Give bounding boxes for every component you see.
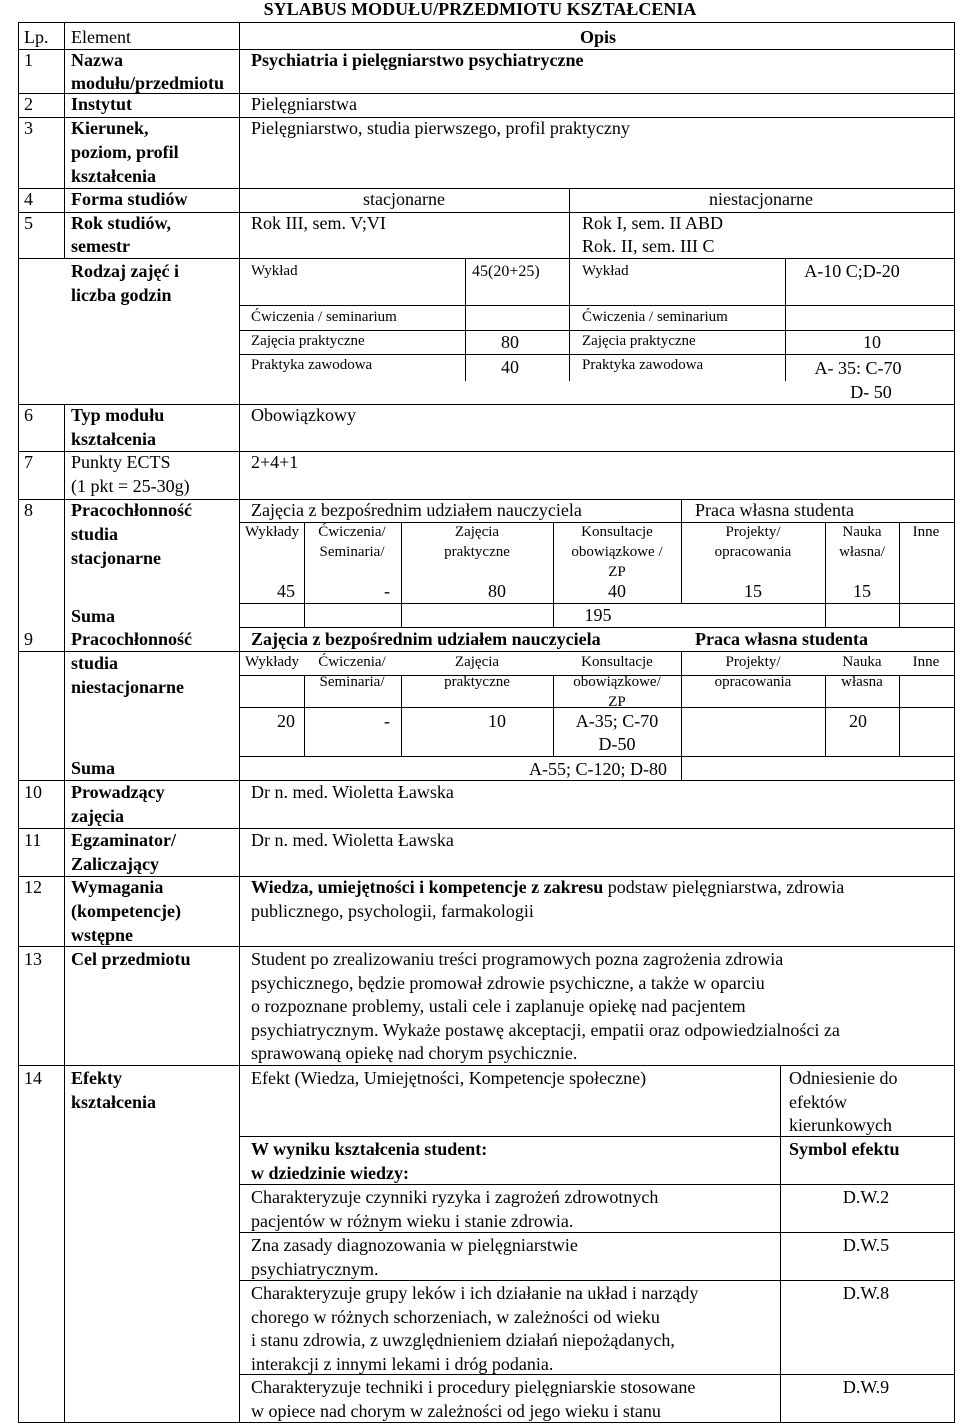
year-part-time: Rok. II, sem. III C: [582, 236, 715, 256]
workload-column-label: ZP: [608, 564, 626, 580]
workload-direct-header: Zajęcia z bezpośrednim udziałem nauczyciela: [251, 500, 582, 520]
grid-line: [899, 675, 900, 757]
effect-description-line: Charakteryzuje czynniki ryzyka i zagrożeń zdrowotnych: [251, 1187, 659, 1207]
grid-line: [239, 627, 955, 628]
workload-value: 15: [853, 581, 871, 601]
effect-code: D.W.2: [842, 1187, 890, 1207]
element-label: Instytut: [71, 94, 133, 114]
workload-value: 20: [277, 711, 295, 731]
grid-line: [18, 258, 955, 259]
workload-column-label: Inne: [912, 524, 940, 540]
grid-line: [239, 1136, 955, 1137]
effects-reference-header: Odniesienie do: [789, 1068, 898, 1088]
row-number: 11: [24, 830, 42, 850]
workload-column-label: opracowania: [714, 544, 792, 560]
effects-domain-label: w dziedzinie wiedzy:: [251, 1163, 409, 1183]
grid-line: [239, 1232, 955, 1233]
workload-column-label: Ćwiczenia/: [318, 654, 386, 670]
row-number: 13: [24, 949, 42, 969]
workload-self-header: Praca własna studenta: [695, 500, 854, 520]
course-objective-line: Student po zrealizowaniu treści programowych pozna zagrożenia zdrowia: [251, 949, 784, 969]
workload-column-label: Nauka: [842, 654, 882, 670]
hours-part-time: A-10 C;D-20: [804, 261, 900, 281]
element-label: Kierunek,: [71, 118, 149, 138]
element-label: Zaliczający: [71, 854, 159, 874]
grid-line: [239, 330, 955, 331]
element-label: modułu/przedmiotu: [71, 73, 225, 93]
workload-column-label: Zajęcia: [454, 524, 500, 540]
institute: Pielęgniarstwa: [251, 94, 357, 114]
workload-column-label: Ćwiczenia/: [318, 524, 386, 540]
row-number: 1: [24, 50, 33, 70]
element-label: niestacjonarne: [71, 677, 184, 697]
element-label: Rok studiów,: [71, 213, 172, 233]
workload-column-label: Wykłady: [244, 524, 300, 540]
grid-line: [18, 828, 955, 829]
workload-self-header: Praca własna studenta: [695, 629, 869, 649]
lecturer: Dr n. med. Wioletta Ławska: [251, 782, 454, 802]
workload-column-label: ZP: [608, 694, 626, 710]
grid-line: [401, 675, 402, 757]
grid-line: [239, 522, 955, 523]
grid-line: [239, 354, 955, 355]
grid-line: [954, 22, 955, 1423]
row-number: 6: [24, 405, 33, 425]
effects-header: Efekt (Wiedza, Umiejętności, Kompetencje społeczne): [251, 1068, 647, 1088]
grid-line: [553, 675, 554, 757]
class-type-label: Praktyka zawodowa: [582, 357, 704, 373]
workload-column-label: praktyczne: [444, 544, 510, 560]
element-label: stacjonarne: [71, 548, 161, 568]
workload-column-label: Wykłady: [244, 654, 300, 670]
element-label: (kompetencje): [71, 901, 181, 921]
element-label: Forma studiów: [71, 189, 188, 209]
grid-line: [239, 305, 955, 306]
grid-line: [18, 22, 19, 1423]
grid-line: [681, 651, 682, 781]
element-label: Pracochłonność: [71, 500, 192, 520]
year-part-time: Rok I, sem. II ABD: [582, 213, 723, 233]
effects-reference-header: kierunkowych: [789, 1115, 892, 1135]
workload-column-label: Seminaria/: [319, 674, 385, 690]
class-type-label: Zajęcia praktyczne: [251, 333, 365, 349]
element-label: zajęcia: [71, 806, 124, 826]
workload-column-label: obowiązkowe/: [573, 674, 661, 690]
document-title: SYLABUS MODUŁU/PRZEDMIOTU KSZTAŁCENIA: [263, 0, 697, 19]
effect-description-line: interakcji z innymi lekami i dróg podania.: [251, 1353, 554, 1374]
workload-column-label: Projekty/: [725, 654, 781, 670]
row-number: 2: [24, 94, 33, 114]
row-number: 4: [24, 189, 33, 209]
effect-description-line: Zna zasady diagnozowania w pielęgniarstwie: [251, 1235, 578, 1255]
row-number: 12: [24, 877, 42, 897]
year-full-time: Rok III, sem. V;VI: [251, 213, 386, 233]
course-objective-line: o rozpoznane problemy, ustali cele i zaplanuje opiekę nad pacjentem: [251, 996, 746, 1016]
module-name: Psychiatria i pielęgniarstwo psychiatryczne: [251, 50, 584, 70]
element-label: poziom, profil: [71, 142, 179, 162]
workload-sum-label: Suma: [71, 606, 116, 626]
class-type-label: Ćwiczenia / seminarium: [582, 309, 728, 325]
grid-line: [239, 1374, 955, 1375]
effects-reference-header: efektów: [789, 1091, 847, 1112]
workload-value: -: [384, 581, 390, 601]
hours-full-time: 45(20+25): [472, 263, 540, 280]
hours-part-time: D- 50: [850, 382, 892, 402]
element-label: (1 pkt = 25-30g): [71, 476, 190, 496]
workload-column-label: opracowania: [714, 674, 792, 690]
grid-line: [681, 499, 682, 604]
element-label: Nazwa: [71, 50, 123, 70]
row-number: 8: [24, 500, 33, 520]
row-number: 9: [24, 629, 33, 649]
effect-code: D.W.5: [842, 1235, 890, 1255]
workload-column-label: Konsultacje: [581, 654, 653, 670]
grid-line: [785, 258, 786, 381]
grid-line: [18, 651, 955, 652]
ects-points: 2+4+1: [251, 452, 299, 472]
workload-value: 10: [488, 711, 506, 731]
class-type-label: Zajęcia praktyczne: [582, 333, 696, 349]
grid-line: [239, 707, 955, 708]
workload-sum: 195: [584, 605, 612, 625]
course-objective-line: psychiatrycznym. Wykaże postawę akceptacji, empatii oraz odpowiedzialności za: [251, 1019, 840, 1040]
grid-line: [780, 1065, 781, 1423]
workload-value: -: [384, 711, 390, 731]
form-part-time: niestacjonarne: [709, 189, 813, 209]
grid-line: [825, 675, 826, 757]
workload-column-label: Konsultacje: [581, 524, 653, 540]
workload-column-label: własna: [841, 674, 883, 690]
element-label: Cel przedmiotu: [71, 949, 191, 969]
workload-column-label: Seminaria/: [319, 544, 385, 560]
effect-description-line: i stanu zdrowia, z uwzględnieniem działań niepożądanych,: [251, 1330, 675, 1350]
effect-code: D.W.9: [842, 1377, 890, 1397]
effect-description-line: Charakteryzuje grupy leków i ich działanie na układ i narządy: [251, 1283, 699, 1303]
class-type-label: Wykład: [251, 263, 298, 279]
workload-column-label: obowiązkowe /: [571, 544, 663, 560]
workload-column-label: Nauka: [842, 524, 882, 540]
grid-line: [899, 522, 900, 628]
prerequisites-rest: podstaw pielęgniarstwa, zdrowia: [603, 877, 845, 897]
course-objective-line: psychicznego, będzie promował zdrowie psychiczne, a także w oparciu: [251, 972, 765, 993]
header-opis: Opis: [579, 27, 617, 47]
hours-full-time: 80: [501, 332, 519, 352]
workload-value: D-50: [598, 734, 636, 754]
class-type-label: Ćwiczenia / seminarium: [251, 309, 397, 325]
element-label: Wymagania: [71, 877, 164, 897]
element-label: studia: [71, 524, 119, 544]
element-label: kształcenia: [71, 429, 156, 449]
workload-value: 20: [849, 711, 867, 731]
class-type-label: Wykład: [582, 263, 629, 279]
hours-part-time: A- 35: C-70: [814, 358, 902, 378]
prerequisites-bold: Wiedza, umiejętności i kompetencje z zakresu: [251, 877, 604, 897]
element-label: kształcenia: [71, 1092, 156, 1112]
hours-part-time: 10: [863, 332, 881, 352]
effect-description-line: Charakteryzuje techniki i procedury pielęgniarskie stosowane: [251, 1377, 696, 1397]
workload-value: 40: [608, 581, 626, 601]
element-label: Punkty ECTS: [71, 452, 171, 472]
hours-full-time: 40: [501, 357, 519, 377]
grid-line: [18, 93, 955, 94]
row-number: 5: [24, 213, 33, 233]
row-number: 7: [24, 452, 33, 472]
prerequisites: [251, 878, 844, 896]
effects-symbol-header: Symbol efektu: [789, 1139, 900, 1159]
effect-description-line: w opiece nad chorym w zależności od jego wieku i stanu: [251, 1400, 661, 1421]
grid-line: [825, 522, 826, 628]
header-lp: Lp.: [24, 27, 49, 47]
examiner: Dr n. med. Wioletta Ławska: [251, 830, 454, 850]
grid-line: [465, 258, 466, 381]
element-label: Pracochłonność: [71, 629, 192, 649]
workload-sum-label: Suma: [71, 758, 116, 778]
element-label: Prowadzący: [71, 782, 165, 802]
workload-column-label: własna/: [839, 544, 885, 560]
workload-value: A-35; C-70: [575, 711, 659, 731]
header-element: Element: [71, 27, 131, 47]
row-number: 10: [24, 782, 42, 802]
grid-line: [18, 1422, 955, 1423]
grid-line: [64, 22, 65, 259]
workload-direct-header: Zajęcia z bezpośrednim udziałem nauczyciela: [251, 629, 601, 649]
row-number: 3: [24, 118, 33, 138]
workload-column-label: Zajęcia: [454, 654, 500, 670]
grid-line: [18, 946, 955, 947]
form-full-time: stacjonarne: [363, 189, 445, 209]
element-label: kształcenia: [71, 166, 156, 186]
grid-line: [18, 1065, 955, 1066]
element-label: Efekty: [71, 1068, 122, 1088]
workload-column-label: praktyczne: [444, 674, 510, 690]
grid-line: [239, 1280, 955, 1281]
grid-line: [304, 522, 305, 628]
grid-line: [64, 404, 65, 1423]
field-of-study: Pielęgniarstwo, studia pierwszego, profil praktyczny: [251, 118, 630, 138]
prerequisites: publicznego, psychologii, farmakologii: [251, 901, 534, 921]
element-label: semestr: [71, 236, 130, 256]
grid-line: [239, 756, 955, 757]
effect-description-line: chorego w różnych schorzeniach, w zależności od wieku: [251, 1306, 660, 1327]
effect-description-line: pacjentów w różnym wieku i stanie zdrowia.: [251, 1210, 574, 1231]
grid-line: [18, 780, 955, 781]
element-label: Typ modułu: [71, 405, 165, 425]
grid-line: [239, 603, 955, 604]
workload-value: 80: [488, 581, 506, 601]
element-label: Rodzaj zajęć i: [71, 261, 179, 281]
element-label: Egzaminator/: [71, 830, 176, 850]
module-type: Obowiązkowy: [251, 405, 356, 425]
effects-student-label: W wyniku kształcenia student:: [251, 1139, 488, 1159]
grid-line: [239, 22, 240, 1423]
grid-line: [18, 22, 955, 23]
row-number: 14: [24, 1068, 42, 1088]
element-label: liczba godzin: [71, 285, 172, 305]
grid-line: [569, 188, 570, 259]
grid-line: [569, 258, 570, 381]
workload-column-label: Projekty/: [725, 524, 781, 540]
grid-line: [553, 522, 554, 628]
grid-line: [401, 522, 402, 628]
effect-description-line: psychiatrycznym.: [251, 1258, 379, 1279]
grid-line: [304, 675, 305, 757]
grid-line: [239, 1184, 955, 1185]
course-objective-line: sprawowaną opiekę nad chorym psychicznie.: [251, 1043, 578, 1063]
workload-sum: A-55; C-120; D-80: [529, 759, 667, 779]
workload-column-label: Inne: [912, 654, 940, 670]
element-label: studia: [71, 653, 119, 673]
class-type-label: Praktyka zawodowa: [251, 357, 373, 373]
workload-value: 45: [277, 581, 295, 601]
element-label: wstępne: [71, 925, 133, 945]
workload-value: 15: [744, 581, 762, 601]
effect-code: D.W.8: [842, 1283, 890, 1303]
